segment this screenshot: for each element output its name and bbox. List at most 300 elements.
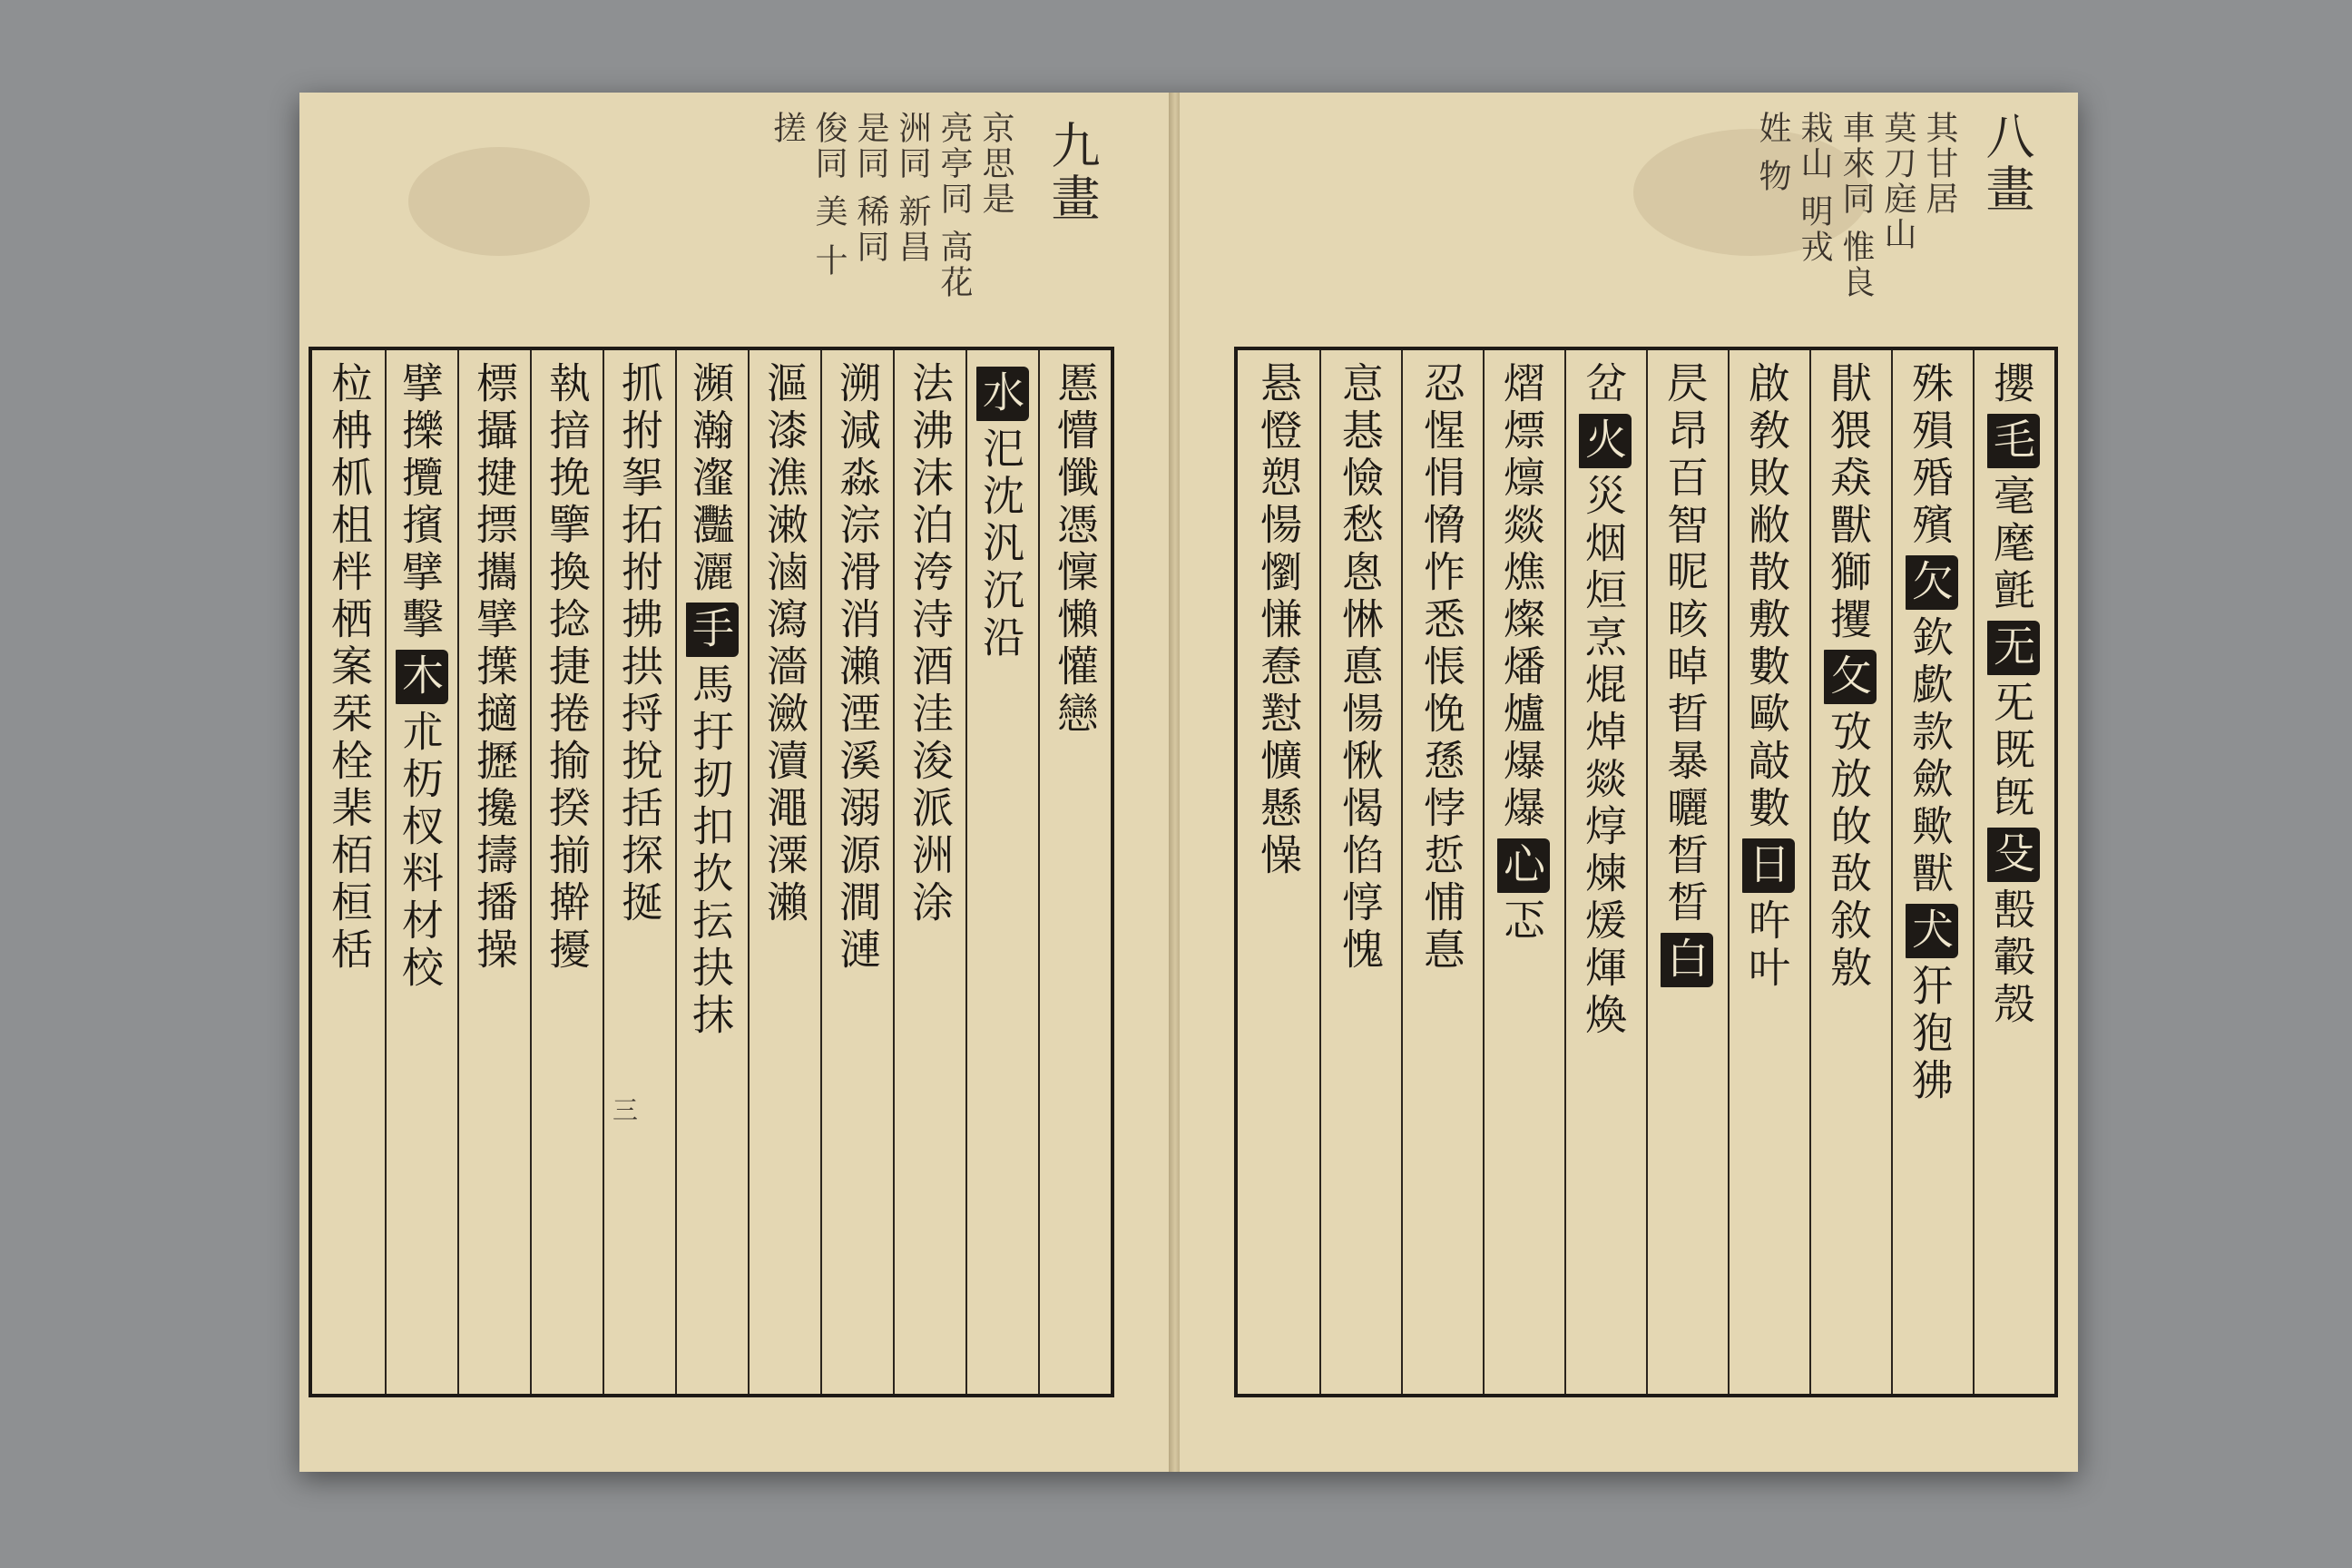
index-character: 溺 (833, 786, 882, 833)
right-note: 栽山 (1796, 111, 1833, 181)
index-character: 擽 (396, 408, 445, 456)
index-character: 澗 (833, 880, 882, 927)
index-character: 擥 (543, 503, 592, 550)
index-character: 殯 (1906, 503, 1955, 550)
index-character: 悊 (1417, 833, 1466, 880)
index-character: 浚 (906, 739, 955, 786)
index-column (541, 361, 593, 1383)
index-character: 懰 (1254, 550, 1303, 597)
index-character: 散 (1742, 550, 1791, 597)
radical-marker: 心 (1497, 838, 1550, 893)
index-character: 湮 (833, 691, 882, 739)
index-column (759, 361, 811, 1383)
left-note: 高花 (936, 230, 973, 301)
index-character: 惇 (1336, 880, 1385, 927)
index-character: 愁 (1336, 503, 1385, 550)
index-character: 溯 (833, 361, 882, 408)
left-annotation-band (299, 93, 1171, 319)
index-character: 悤 (1336, 550, 1385, 597)
index-character: 擀 (543, 880, 592, 927)
index-character: 晢 (1661, 691, 1710, 739)
index-character: 熠 (1497, 361, 1546, 408)
right-note: 姓 (1754, 111, 1791, 146)
index-character: 攷 (1824, 710, 1873, 757)
index-character: 敝 (1742, 503, 1791, 550)
index-character: 愻 (1417, 739, 1466, 786)
index-column (1824, 361, 1877, 1383)
index-character: 敔 (1824, 851, 1873, 898)
left-stroke-heading: 九畫 (1044, 120, 1101, 225)
index-character: 揆 (543, 786, 592, 833)
index-character: 岔 (1579, 361, 1628, 408)
index-character: 棐 (325, 786, 374, 833)
index-character: 悑 (1417, 880, 1466, 927)
left-note: 稀同 (852, 194, 889, 266)
index-column (1416, 361, 1468, 1383)
index-character: 洼 (906, 691, 955, 739)
index-character: 灑 (686, 550, 735, 597)
index-character: 擿 (470, 691, 519, 739)
index-character: 探 (615, 833, 664, 880)
index-character: 擛 (470, 644, 519, 691)
index-character: 捷 (543, 644, 592, 691)
index-character: 攙 (470, 786, 519, 833)
index-character: 忑 (1497, 898, 1546, 946)
index-character: 殙 (1906, 456, 1955, 503)
index-character: 敗 (1742, 456, 1791, 503)
index-character: 猒 (1824, 361, 1873, 408)
index-character: 愀 (1336, 739, 1385, 786)
index-character: 爐 (1497, 691, 1546, 739)
index-character: 歛 (1906, 757, 1955, 804)
index-character: 瀚 (686, 408, 735, 456)
index-character: 燷 (1497, 456, 1546, 503)
left-note: 美 (810, 194, 848, 230)
index-character: 焯 (1579, 710, 1628, 757)
index-character: 案 (325, 644, 374, 691)
index-character: 敷 (1742, 597, 1791, 644)
index-character: 憃 (1254, 644, 1303, 691)
index-character: 拱 (615, 644, 664, 691)
radical-marker: 手 (686, 603, 739, 657)
index-character: 拓 (615, 503, 664, 550)
index-character: 擘 (470, 597, 519, 644)
index-character: 抉 (686, 946, 735, 993)
index-character: 愬 (1254, 456, 1303, 503)
index-character: 抎 (686, 898, 735, 946)
index-character: 擊 (396, 597, 445, 644)
index-character: 泊 (906, 503, 955, 550)
index-character: 燋 (1497, 550, 1546, 597)
index-character: 挻 (615, 880, 664, 927)
index-character: 杈 (396, 804, 445, 851)
index-character: 攖 (1987, 361, 2036, 408)
index-character: 憸 (1336, 456, 1385, 503)
radical-marker: 火 (1579, 414, 1632, 468)
right-index-frame (1234, 347, 2058, 1397)
index-character: 消 (833, 597, 882, 644)
index-character: 懍 (1051, 550, 1100, 597)
index-character: 漚 (760, 361, 809, 408)
index-character: 洔 (906, 597, 955, 644)
index-character: 洲 (906, 833, 955, 880)
index-character: 烹 (1579, 615, 1628, 662)
index-character: 沿 (976, 615, 1025, 662)
index-character: 數 (1742, 786, 1791, 833)
index-character: 惎 (1336, 408, 1385, 456)
index-character: 叶 (1742, 946, 1791, 993)
index-character: 杤 (396, 757, 445, 804)
index-character: 栓 (325, 739, 374, 786)
index-column (468, 361, 521, 1383)
index-character: 殊 (1906, 361, 1955, 408)
index-character: 酒 (906, 644, 955, 691)
index-character: 懺 (1051, 456, 1100, 503)
index-character: 播 (470, 880, 519, 927)
index-character: 柆 (325, 361, 374, 408)
index-character: 揃 (543, 833, 592, 880)
index-character: 戀 (1051, 691, 1100, 739)
index-character: 拊 (615, 408, 664, 456)
index-character: 柤 (325, 503, 374, 550)
radical-marker: 日 (1742, 838, 1795, 893)
index-character: 啟 (1742, 361, 1791, 408)
index-character: 燦 (1497, 597, 1546, 644)
right-stroke-heading: 八畫 (1978, 111, 2035, 216)
index-character: 毄 (1987, 887, 2036, 935)
index-character: 括 (615, 786, 664, 833)
index-character: 轂 (1987, 935, 2036, 982)
index-character: 柟 (325, 408, 374, 456)
index-character: 愓 (1336, 691, 1385, 739)
index-character: 漣 (833, 927, 882, 975)
index-character: 柈 (325, 550, 374, 597)
index-character: 擯 (396, 503, 445, 550)
index-character: 愓 (1254, 503, 1303, 550)
left-note: 新昌 (894, 194, 931, 266)
left-index-frame (309, 347, 1114, 1397)
index-character: 擘 (396, 550, 445, 597)
index-character: 惺 (1417, 408, 1466, 456)
index-character: 淙 (833, 503, 882, 550)
index-character: 法 (906, 361, 955, 408)
index-character: 欽 (1906, 615, 1955, 662)
index-character: 瀆 (760, 739, 809, 786)
radical-marker: 毛 (1987, 414, 2040, 468)
index-character: 敘 (1824, 898, 1873, 946)
right-note: 其甘居 (1921, 111, 1958, 217)
index-character: 獸 (1824, 503, 1873, 550)
index-character: 悗 (1417, 691, 1466, 739)
index-character: 敫 (1824, 946, 1873, 993)
index-column (1579, 361, 1632, 1383)
index-character: 煥 (1579, 993, 1628, 1040)
index-character: 擾 (543, 927, 592, 975)
index-column (1049, 361, 1102, 1383)
index-character: 殼 (1987, 982, 2036, 1029)
index-character: 汜 (976, 426, 1025, 474)
index-character: 揵 (470, 456, 519, 503)
index-character: 愶 (1417, 503, 1466, 550)
index-character: 憕 (1254, 408, 1303, 456)
index-character: 栞 (325, 691, 374, 739)
index-character: 潥 (760, 833, 809, 880)
radical-marker: 木 (396, 650, 448, 704)
index-character: 灩 (686, 503, 735, 550)
index-character: 挽 (543, 456, 592, 503)
index-character: 煉 (1579, 851, 1628, 898)
index-character: 爆 (1497, 786, 1546, 833)
index-character: 烜 (1579, 568, 1628, 615)
index-character: 悵 (1417, 644, 1466, 691)
index-character: 惪 (1417, 927, 1466, 975)
index-character: 悉 (1417, 597, 1466, 644)
index-character: 漆 (760, 408, 809, 456)
index-column (1334, 361, 1387, 1383)
index-character: 懟 (1254, 691, 1303, 739)
index-character: 敲 (1742, 739, 1791, 786)
index-character: 擣 (470, 833, 519, 880)
index-character: 數 (1742, 644, 1791, 691)
index-column (1742, 361, 1795, 1383)
radical-marker: 攵 (1824, 650, 1877, 704)
index-character: 捋 (615, 691, 664, 739)
index-character: 扻 (686, 851, 735, 898)
index-character: 怍 (1417, 550, 1466, 597)
index-character: 狍 (1906, 1011, 1955, 1058)
index-character: 扨 (686, 757, 735, 804)
index-character: 濇 (760, 644, 809, 691)
index-character: 枛 (325, 456, 374, 503)
index-column (904, 361, 956, 1383)
index-character: 拂 (615, 597, 664, 644)
index-character: 昃 (1661, 361, 1710, 408)
index-column (1987, 361, 2040, 1383)
radical-marker: 殳 (1987, 828, 2040, 882)
index-character: 懭 (1254, 739, 1303, 786)
index-character: 氈 (1987, 568, 2036, 615)
index-character: 懆 (1254, 833, 1303, 880)
index-character: 敎 (1742, 408, 1791, 456)
index-column (1906, 361, 1958, 1383)
radical-marker: 欠 (1906, 555, 1958, 610)
index-character: 智 (1661, 503, 1710, 550)
index-character: 狒 (1906, 1058, 1955, 1105)
index-character: 涂 (906, 880, 955, 927)
index-character: 潐 (760, 456, 809, 503)
index-character: 款 (1906, 710, 1955, 757)
right-note: 明戎 (1796, 194, 1833, 266)
folio-number: 三 (612, 1095, 639, 1125)
index-character: 殞 (1906, 408, 1955, 456)
left-note: 俊同 (810, 111, 848, 181)
index-column (323, 361, 376, 1383)
index-character: 校 (396, 946, 445, 993)
index-column (1497, 361, 1550, 1383)
index-character: 燚 (1579, 757, 1628, 804)
index-column (686, 361, 739, 1383)
index-character: 換 (543, 550, 592, 597)
index-column (613, 361, 666, 1383)
index-character: 懽 (1051, 644, 1100, 691)
index-character: 減 (833, 408, 882, 456)
index-character: 旿 (1742, 898, 1791, 946)
index-character: 麾 (1987, 521, 2036, 568)
index-character: 爆 (1497, 739, 1546, 786)
index-character: 瀨 (833, 644, 882, 691)
index-character: 晐 (1661, 597, 1710, 644)
index-character: 愒 (1336, 786, 1385, 833)
index-character: 昵 (1661, 550, 1710, 597)
index-character: 旣 (1987, 775, 2036, 822)
index-character: 悁 (1417, 456, 1466, 503)
index-character: 馬 (686, 662, 735, 710)
index-character: 澠 (760, 786, 809, 833)
index-character: 攜 (470, 550, 519, 597)
radical-marker: 白 (1661, 933, 1713, 987)
left-note: 亮亭同 (936, 111, 973, 217)
index-character: 慝 (1051, 361, 1100, 408)
index-character: 熛 (1497, 408, 1546, 456)
index-character: 放 (1824, 757, 1873, 804)
index-character: 憑 (1051, 503, 1100, 550)
index-character: 操 (470, 927, 519, 975)
index-character: 歟 (1906, 804, 1955, 851)
index-character: 慊 (1254, 597, 1303, 644)
left-notes (766, 111, 1016, 310)
right-note: 車來同 (1838, 111, 1875, 217)
index-character: 沸 (906, 408, 955, 456)
index-character: 沈 (976, 474, 1025, 521)
index-character: 瀲 (760, 691, 809, 739)
index-character: 捻 (543, 597, 592, 644)
index-character: 捲 (543, 691, 592, 739)
index-character: 忍 (1417, 361, 1466, 408)
index-character: 瀕 (686, 361, 735, 408)
index-character: 昂 (1661, 408, 1710, 456)
index-character: 悖 (1417, 786, 1466, 833)
index-column (1252, 361, 1305, 1383)
index-character: 桓 (325, 880, 374, 927)
index-column (1661, 361, 1713, 1383)
index-character: 派 (906, 786, 955, 833)
index-character: 歔 (1906, 662, 1955, 710)
index-character: 沫 (906, 456, 955, 503)
index-character: 洿 (906, 550, 955, 597)
index-character: 朮 (396, 710, 445, 757)
index-character: 惂 (1336, 833, 1385, 880)
right-note: 物 (1754, 159, 1791, 195)
index-character: 懶 (1051, 597, 1100, 644)
index-character: 煇 (1579, 946, 1628, 993)
index-character: 晫 (1661, 644, 1710, 691)
index-character: 淼 (833, 456, 882, 503)
index-character: 潄 (760, 503, 809, 550)
index-character: 擘 (396, 361, 445, 408)
index-character: 悳 (1336, 644, 1385, 691)
index-character: 災 (1579, 474, 1628, 521)
left-note: 京思是 (977, 111, 1014, 217)
index-character: 曬 (1661, 786, 1710, 833)
index-character: 標 (470, 361, 519, 408)
index-character: 歐 (1742, 691, 1791, 739)
index-character: 瀣 (686, 456, 735, 503)
right-notes (1751, 111, 1960, 310)
index-character: 料 (396, 851, 445, 898)
index-character: 汎 (976, 521, 1025, 568)
index-character: 揄 (543, 739, 592, 786)
index-character: 猥 (1824, 408, 1873, 456)
index-character: 悬 (1254, 361, 1303, 408)
index-character: 焞 (1579, 804, 1628, 851)
index-column (976, 361, 1029, 1383)
index-character: 栝 (325, 927, 374, 975)
index-character: 燔 (1497, 644, 1546, 691)
index-character: 懸 (1254, 786, 1303, 833)
index-character: 敀 (1824, 804, 1873, 851)
index-character: 攊 (470, 739, 519, 786)
index-character: 栖 (325, 597, 374, 644)
left-note: 十 (810, 242, 848, 279)
index-character: 焜 (1579, 662, 1628, 710)
right-note: 惟良 (1838, 230, 1875, 301)
index-character: 滷 (760, 550, 809, 597)
index-character: 晳 (1661, 880, 1710, 927)
right-note: 莫刀庭山 (1879, 111, 1916, 252)
index-character: 恴 (1336, 361, 1385, 408)
index-character: 既 (1987, 728, 2036, 775)
radical-marker: 无 (1987, 621, 2040, 675)
index-character: 挩 (615, 739, 664, 786)
index-character: 揞 (543, 408, 592, 456)
index-character: 溪 (833, 739, 882, 786)
index-character: 栢 (325, 833, 374, 880)
index-character: 扜 (686, 710, 735, 757)
index-character: 攫 (1824, 597, 1873, 644)
index-character: 惏 (1336, 597, 1385, 644)
right-page (1180, 93, 2078, 1472)
right-annotation-band (1180, 93, 2078, 319)
index-character: 攬 (396, 456, 445, 503)
index-character: 摽 (470, 503, 519, 550)
index-character: 源 (833, 833, 882, 880)
index-character: 愧 (1336, 927, 1385, 975)
index-character: 獅 (1824, 550, 1873, 597)
index-column (831, 361, 884, 1383)
index-character: 瀨 (760, 880, 809, 927)
radical-marker: 水 (976, 367, 1029, 421)
open-book (299, 93, 2078, 1472)
index-character: 材 (396, 898, 445, 946)
index-character: 毫 (1987, 474, 2036, 521)
index-character: 攝 (470, 408, 519, 456)
index-character: 扣 (686, 804, 735, 851)
index-character: 猋 (1824, 456, 1873, 503)
index-character: 挐 (615, 456, 664, 503)
left-note: 洲同 (894, 111, 931, 181)
left-page (299, 93, 1172, 1472)
index-character: 烟 (1579, 521, 1628, 568)
left-note: 搓 (769, 111, 806, 146)
index-character: 抓 (615, 361, 664, 408)
left-note: 是同 (852, 111, 889, 181)
index-column (396, 361, 448, 1383)
index-character: 抹 (686, 993, 735, 1040)
index-character: 沉 (976, 568, 1025, 615)
index-character: 獸 (1906, 851, 1955, 898)
index-character: 瀉 (760, 597, 809, 644)
index-character: 燚 (1497, 503, 1546, 550)
